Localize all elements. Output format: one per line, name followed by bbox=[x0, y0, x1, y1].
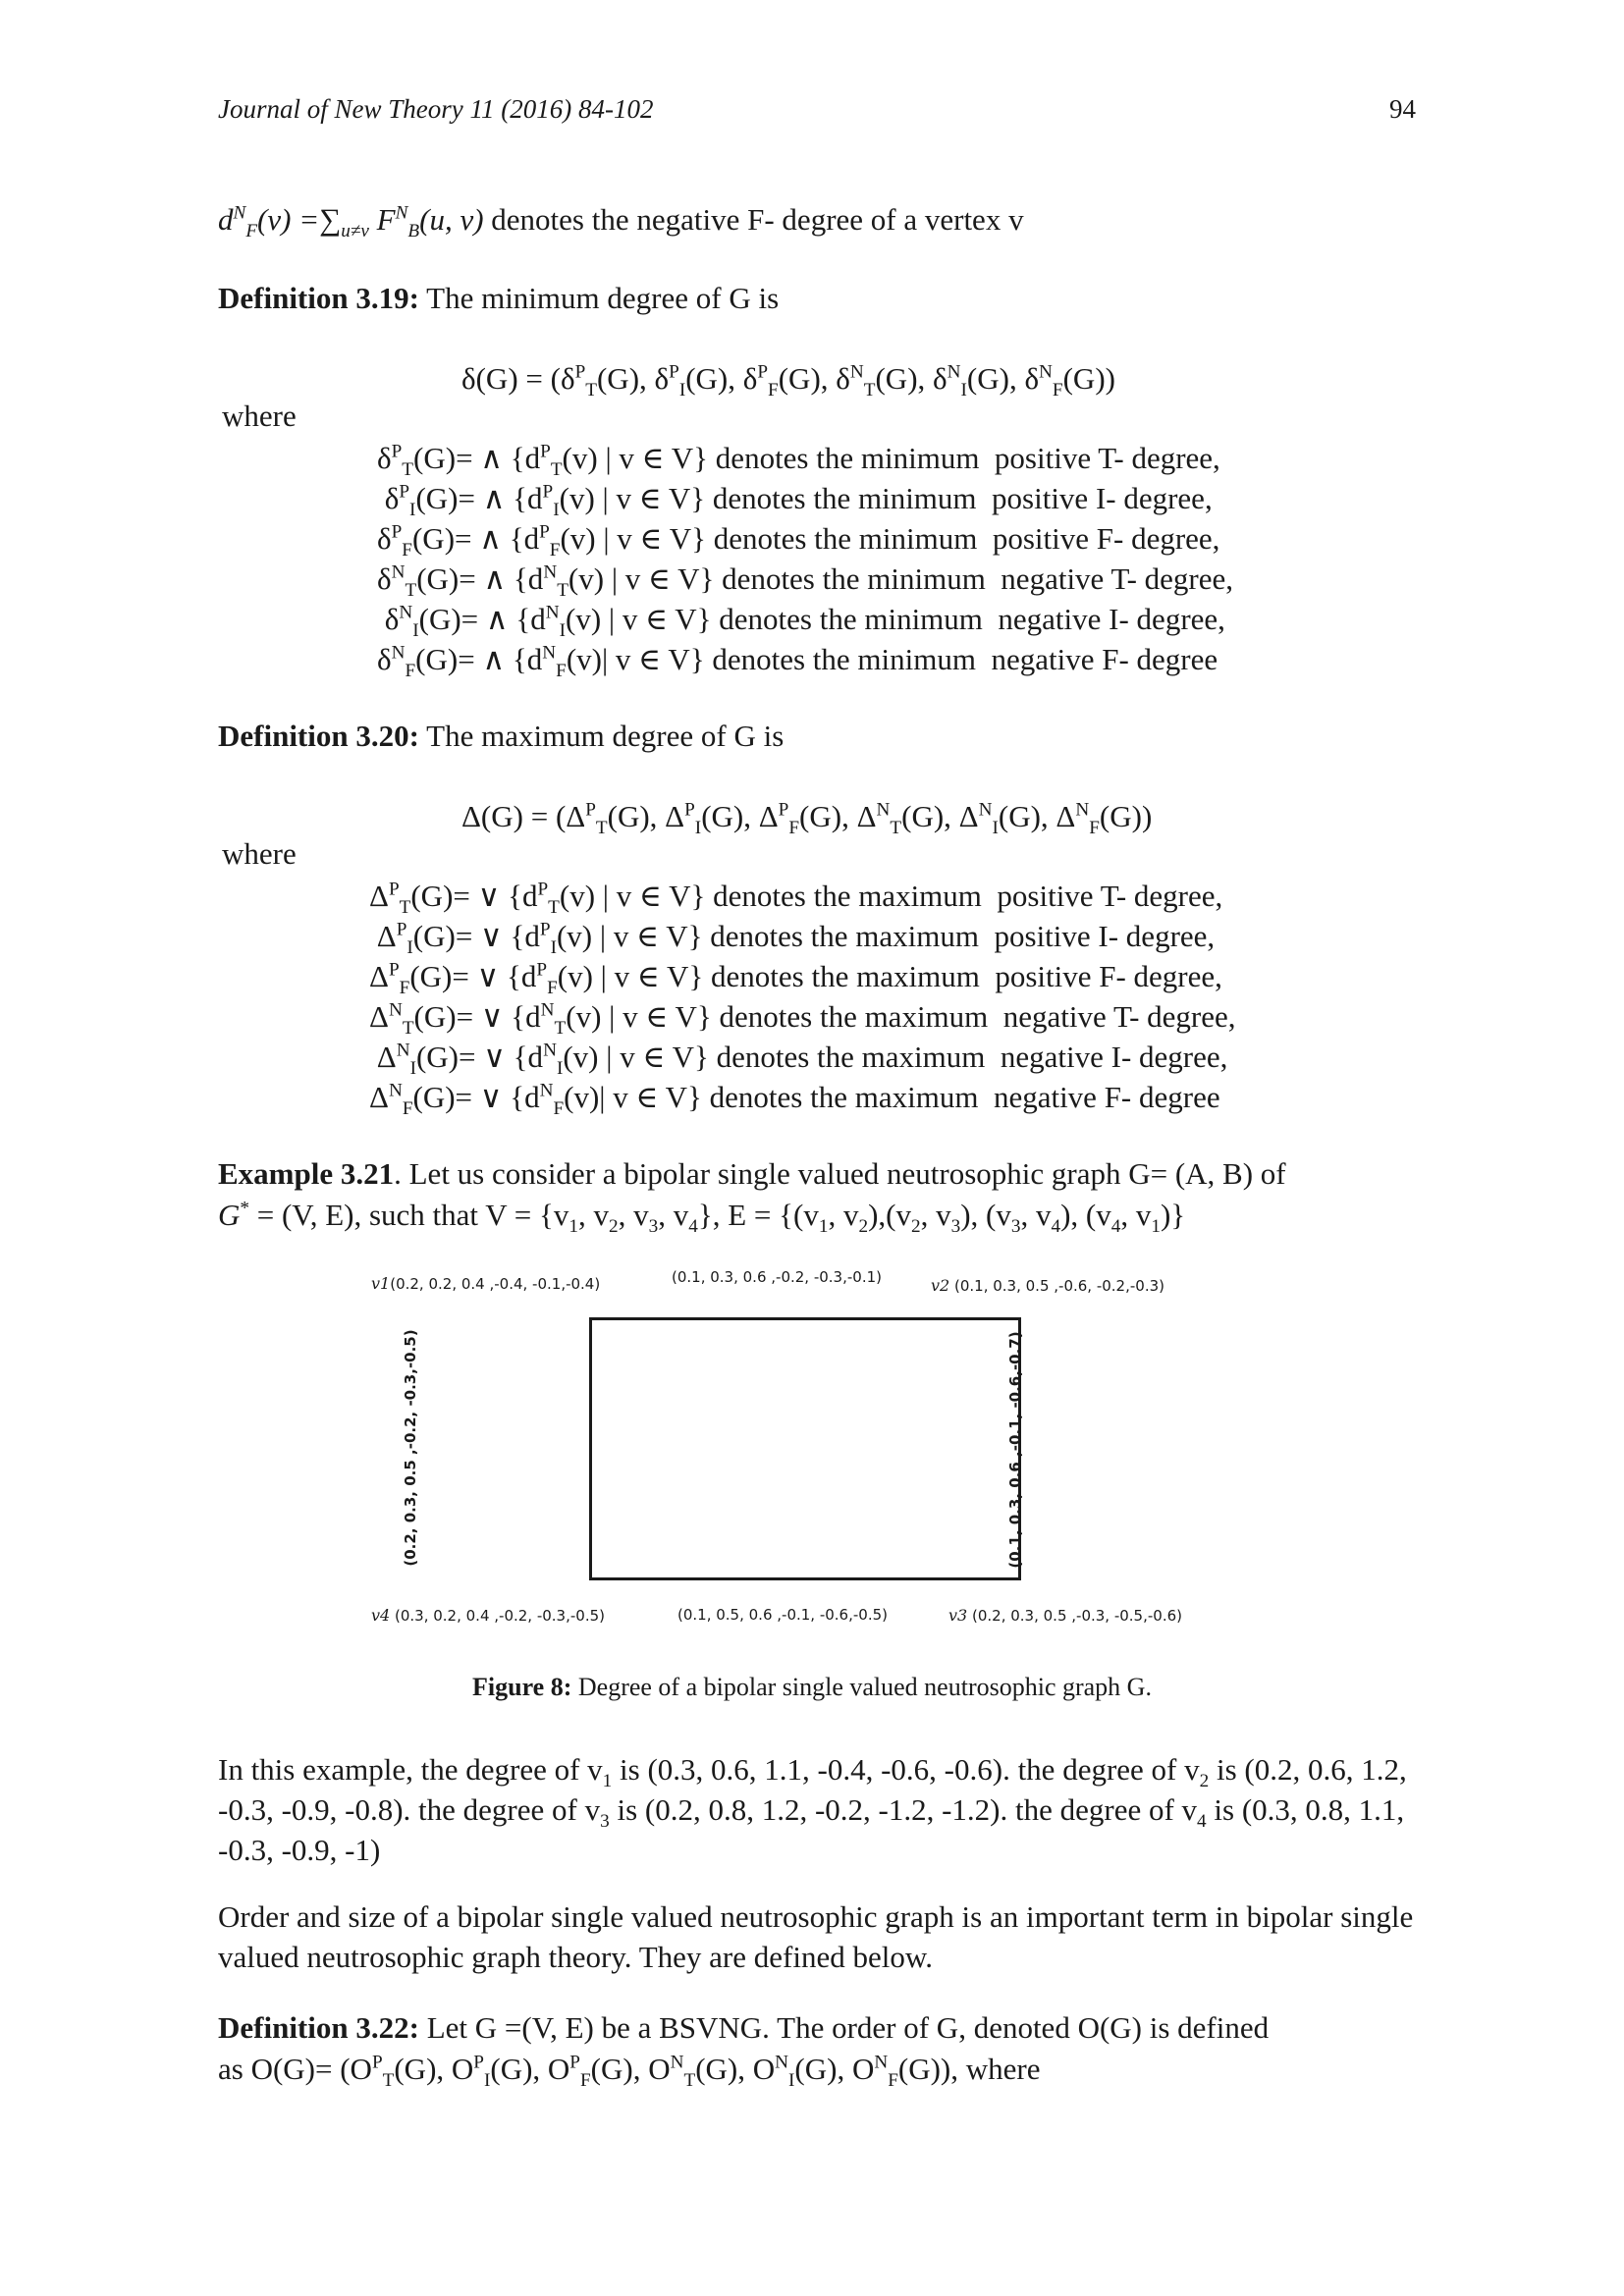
max-degree-equation: $\Delta(G) = (\Delta^P_T(G)$, $\Delta^P_I(G)$, $\Delta^P_F(G)$, $\Delta^N_T(G)$, $\Delta^N_I(G)$, $\Delta^N_F(G)$) bbox=[461, 799, 1153, 839]
definition-text: The maximum degree of G is bbox=[426, 719, 785, 753]
page-number: 94 bbox=[1389, 94, 1416, 124]
edge-v4-v1-label: (0.2, 0.3, 0.5 ,-0.2, -0.3,-0.5) bbox=[402, 1329, 419, 1567]
vertex-values: (0.3, 0.2, 0.4 ,-0.2, -0.3,-0.5) bbox=[395, 1607, 605, 1625]
max-line: $\Delta^N_F(G)=$ ∨ {$d^N_F(v)|$ v ∈ V} denotes the maximum negative F- degree bbox=[369, 1080, 1220, 1120]
edge-v3-v4-label: (0.1, 0.5, 0.6 ,-0.1, -0.6,-0.5) bbox=[677, 1606, 888, 1624]
negative-f-degree-line bbox=[218, 202, 1024, 242]
max-line: $\Delta^P_F(G)=$ ∨ {$d^P_F(v)$ | v ∈ V} denotes the maximum positive F- degree, bbox=[369, 959, 1222, 999]
caption-label: Figure 8: bbox=[472, 1673, 572, 1701]
min-line: $\delta^P_T(G)=$ ∧ {$d^P_T(v)$ | v ∈ V} denotes the minimum positive T- degree, bbox=[377, 441, 1220, 481]
vertex-values: (0.2, 0.2, 0.4 ,-0.4, -0.1,-0.4) bbox=[390, 1275, 601, 1293]
vertex-v3-label bbox=[948, 1606, 1182, 1625]
definition-3-22-line1 bbox=[218, 2010, 1269, 2046]
definition-label: Definition 3.22: bbox=[218, 2010, 419, 2045]
min-line: $\delta^N_I(G)=$ ∧ {$d^N_I(v)$ | v ∈ V} denotes the minimum negative I- degree, bbox=[377, 602, 1225, 642]
max-degree-definitions bbox=[369, 876, 1236, 1120]
vertex-v4-label bbox=[371, 1606, 605, 1625]
min-line: $\delta^P_I(G)=$ ∧ {$d^P_I(v)$ | v ∈ V} denotes the minimum positive I- degree, bbox=[377, 481, 1213, 521]
edge-v2-v3-label: (0.1, 0.3, 0.6 ,-0.1, -0.6,-0.7) bbox=[1006, 1331, 1024, 1569]
vertex-name: v4 bbox=[371, 1606, 391, 1625]
max-line: $\Delta^N_I(G)=$ ∨ {$d^N_I(v)$ | v ∈ V} denotes the maximum negative I- degree, bbox=[369, 1040, 1228, 1080]
formula-description: denotes the negative F- degree of a vertex v bbox=[491, 202, 1024, 237]
vertex-v2-label bbox=[931, 1276, 1164, 1295]
example-text: . Let us consider a bipolar single valued neutrosophic graph G= (A, B) of bbox=[394, 1156, 1286, 1191]
vertex-name: v3 bbox=[948, 1606, 968, 1625]
example-label: Example 3.21 bbox=[218, 1156, 395, 1191]
definition-3-20-heading bbox=[218, 719, 784, 754]
min-degree-equation: $\delta(G) = (\delta^P_T(G)$, $\delta^P_I(G)$, $\delta^P_F(G)$, $\delta^N_T(G)$, $\delta^N_I(G)$, $\delta^N_F(G)$) bbox=[461, 361, 1115, 401]
definition-label: Definition 3.19: bbox=[218, 281, 419, 315]
order-size-paragraph: Order and size of a bipolar single valued neutrosophic graph is an important term in bipolar single valued neutrosophic graph theory. They are defined below. bbox=[218, 1899, 1414, 1974]
vertex-v1-label bbox=[371, 1274, 600, 1293]
definition-3-22-line2: as $O(G)= (O^P_T(G)$, $O^P_I(G)$, $O^P_F(G)$, $O^N_T(G)$, $O^N_I(G)$, $O^N_F(G)$), where bbox=[218, 2052, 1041, 2092]
min-line: $\delta^N_F(G)=$ ∧ {$d^N_F(v)|$ v ∈ V} denotes the minimum negative F- degree bbox=[377, 642, 1218, 682]
caption-text: Degree of a bipolar single valued neutrosophic graph G. bbox=[571, 1673, 1152, 1701]
graph-square bbox=[589, 1317, 1021, 1580]
where-label: where bbox=[222, 836, 297, 871]
vertex-name: v1 bbox=[371, 1274, 391, 1293]
max-line: $\Delta^N_T(G)=$ ∨ {$d^N_T(v)$ | v ∈ V} denotes the maximum negative T- degree, bbox=[369, 999, 1236, 1040]
max-line: $\Delta^P_T(G)=$ ∨ {$d^P_T(v)$ | v ∈ V} denotes the maximum positive T- degree, bbox=[369, 879, 1223, 919]
example-3-21-line1 bbox=[218, 1156, 1286, 1192]
example-3-21-line2: G* = (V, E), such that $V = \{v_1$, $v_2$, $v_3$, $v_4$}, $E = \{(v_1$, $v_2),(v_2$, $v_3$), ($v_3$, $v_4$), ($v_4$, $v_1$)} bbox=[218, 1198, 1186, 1238]
journal-title: Journal of New Theory 11 (2016) 84-102 bbox=[218, 94, 654, 124]
min-line: $\delta^N_T(G)=$ ∧ {$d^N_T(v)$ | v ∈ V} denotes the minimum negative T- degree, bbox=[377, 561, 1234, 602]
vertex-name: v2 bbox=[931, 1276, 950, 1295]
definition-label: Definition 3.20: bbox=[218, 719, 419, 753]
edge-v1-v2-label: (0.1, 0.3, 0.6 ,-0.2, -0.3,-0.1) bbox=[672, 1268, 882, 1286]
vertex-values: (0.2, 0.3, 0.5 ,-0.3, -0.5,-0.6) bbox=[972, 1607, 1182, 1625]
vertex-values: (0.1, 0.3, 0.5 ,-0.6, -0.2,-0.3) bbox=[954, 1277, 1164, 1295]
running-header bbox=[218, 94, 1416, 125]
figure-caption bbox=[0, 1673, 1624, 1702]
degree-example-paragraph: In this example, the degree of $v_1$ is (0.3, 0.6, 1.1, -0.4, -0.6, -0.6). the degree of $v_2$ is (0.2, 0.6, 1.2, -0.3, -0.9, -0.8). the degree of $v_3$ is (0.2, 0.8, 1.2, -0.2, -1.2, -1.2). the degree of $v_4$ is (0.3, 0.8, 1.1, -0.3, -0.9, -1) bbox=[218, 1752, 1407, 1867]
where-label: where bbox=[222, 399, 297, 433]
max-line: $\Delta^P_I(G)=$ ∨ {$d^P_I(v)$ | v ∈ V} denotes the maximum positive I- degree, bbox=[369, 919, 1216, 959]
definition-text: Let G =(V, E) be a BSVNG. The order of G, denoted O(G) is defined bbox=[418, 2010, 1270, 2045]
definition-text: The minimum degree of G is bbox=[426, 281, 780, 315]
min-line: $\delta^P_F(G)=$ ∧ {$d^P_F(v)$ | v ∈ V} denotes the minimum positive F- degree, bbox=[377, 521, 1220, 561]
formula: $d^N_F(v) =\sum_{u\ne v}$ $F^N_B(u$, v) bbox=[218, 202, 484, 242]
definition-3-19-heading bbox=[218, 281, 779, 316]
min-degree-definitions bbox=[377, 438, 1234, 682]
